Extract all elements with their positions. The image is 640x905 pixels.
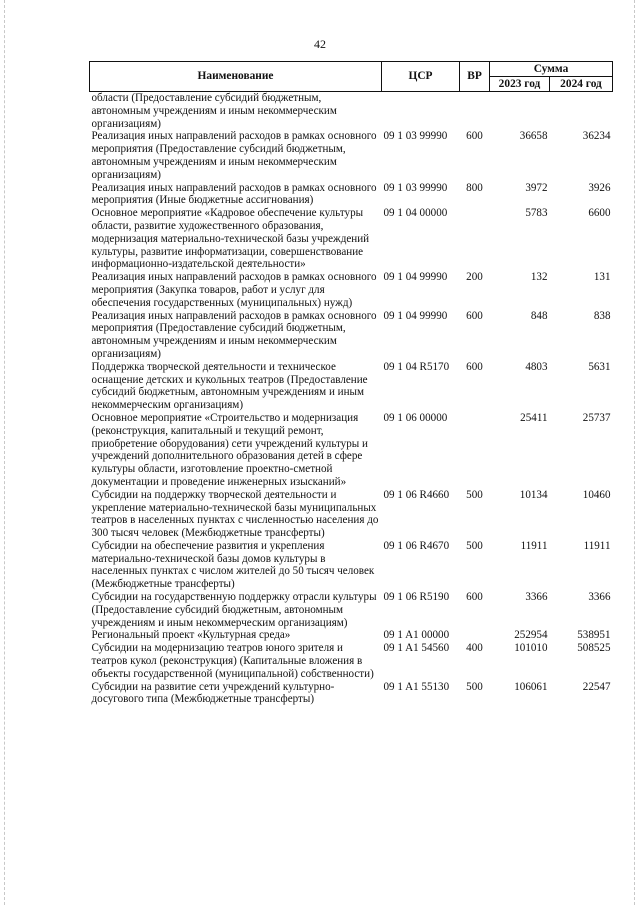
row-sum-2023: 3972 — [525, 181, 548, 194]
row-sum-2023: 5783 — [525, 207, 548, 220]
row-sum-2024: 508525 — [577, 642, 611, 655]
row-name: Субсидии на обеспечение развития и укрепления материально-технической базы домов культуры в населенных пунктах с числом жителей до 50 тысяч человек (Межбюджетные трансферты) — [91, 539, 375, 591]
row-name: Поддержка творческой деятельности и техническое оснащение детских и кукольных театров (Предоставление субсидий бюджетным, автономным учреждениям и иным некоммерческим организациям) — [91, 360, 368, 412]
header-year-2023: 2023 год — [490, 77, 550, 92]
table-row — [90, 540, 613, 591]
row-vr: 500 — [466, 539, 483, 552]
row-csr: 09 1 03 99990 — [383, 181, 448, 194]
row-vr: 600 — [466, 130, 483, 143]
row-name: Субсидии на развитие сети учреждений культурно-досугового типа (Межбюджетные трансферты) — [91, 680, 335, 706]
row-vr — [460, 92, 490, 131]
table-row — [90, 681, 613, 707]
row-sum-2023: 101010 — [514, 642, 548, 655]
row-sum-2024: 131 — [593, 271, 611, 284]
page-number: 42 — [314, 37, 326, 51]
table-row — [90, 207, 613, 271]
table-row — [90, 591, 613, 629]
row-sum-2024 — [550, 92, 613, 131]
row-sum-2024: 25737 — [582, 411, 611, 424]
row-vr: 600 — [466, 591, 483, 604]
row-csr: 09 1 03 99990 — [383, 130, 448, 143]
row-sum-2023 — [490, 92, 550, 131]
table-row — [90, 642, 613, 680]
page-edge-left — [4, 0, 5, 905]
row-csr: 09 1 06 R4670 — [383, 539, 450, 552]
row-csr: 09 1 A1 54560 — [383, 642, 450, 655]
row-sum-2024: 10460 — [582, 488, 611, 501]
row-sum-2024: 838 — [593, 309, 611, 322]
row-csr: 09 1 A1 00000 — [383, 629, 450, 642]
row-sum-2024: 22547 — [582, 680, 611, 693]
row-name: Субсидии на государственную поддержку отрасли культуры (Предоставление субсидий бюджетным, автономным учреждениям и иным некоммерческим организациям) — [91, 591, 377, 629]
row-sum-2024: 11911 — [583, 539, 611, 552]
row-vr: 600 — [466, 360, 483, 373]
row-sum-2023: 36658 — [519, 130, 548, 143]
row-sum-2023: 132 — [530, 271, 548, 284]
page-edge-right — [634, 0, 635, 905]
row-name: Реализация иных направлений расходов в рамках основного мероприятия (Предоставление субсидий бюджетным, автономным учреждениям и иным некоммерческим организациям) — [91, 309, 377, 360]
header-year-2024: 2024 год — [550, 77, 613, 92]
row-vr — [460, 207, 490, 271]
row-csr: 09 1 04 99990 — [383, 309, 448, 322]
table-row — [90, 361, 613, 412]
row-sum-2023: 106061 — [514, 680, 548, 693]
row-sum-2023: 25411 — [520, 411, 548, 424]
row-vr: 500 — [466, 488, 483, 501]
row-sum-2023: 11911 — [520, 539, 548, 552]
row-vr: 500 — [466, 680, 483, 693]
row-csr: 09 1 06 R5190 — [383, 591, 450, 604]
row-name: Реализация иных направлений расходов в рамках основного мероприятия (Закупка товаров, работ и услуг для обеспечения государственных (муниципальных) нужд) — [91, 271, 377, 309]
row-csr: 09 1 04 99990 — [383, 271, 448, 284]
table-row — [90, 130, 613, 181]
row-vr: 600 — [466, 309, 483, 322]
row-vr — [460, 629, 490, 642]
row-sum-2024: 3366 — [588, 591, 611, 604]
table-body — [90, 92, 613, 707]
row-name: области (Предоставление субсидий бюджетным, автономным учреждениям и иным некоммерческим организациям) — [91, 92, 337, 130]
row-sum-2024: 5631 — [588, 360, 611, 373]
row-csr: 09 1 04 00000 — [383, 207, 448, 220]
row-vr — [460, 412, 490, 489]
row-name: Реализация иных направлений расходов в рамках основного мероприятия (Иные бюджетные ассигнования) — [91, 181, 377, 207]
row-csr: 09 1 06 R4660 — [383, 488, 450, 501]
row-sum-2024: 3926 — [588, 181, 611, 194]
row-name: Субсидии на модернизацию театров юного зрителя и театров кукол (реконструкция) (Капитальные вложения в объекты государственной (муниципальной) собственности) — [91, 642, 374, 680]
row-vr: 400 — [466, 642, 483, 655]
row-vr: 800 — [466, 181, 483, 194]
table-row — [90, 629, 613, 642]
table-row — [90, 310, 613, 361]
budget-table — [89, 61, 613, 706]
row-sum-2024: 6600 — [588, 207, 611, 220]
header-sum: Сумма — [490, 62, 613, 77]
table-row — [90, 92, 613, 131]
row-name: Основное мероприятие «Строительство и модернизация (реконструкция, капитальный и текущий ремонт, приобретение оборудования) сети учреждений культуры и учреждений дополнительного образования детей в сфере культуры области, изготовление проектно-сметной документации и проведение инженерных изысканий» — [91, 411, 368, 488]
row-sum-2023: 252954 — [514, 629, 548, 642]
row-sum-2024: 36234 — [582, 130, 611, 143]
table-header — [90, 62, 613, 92]
row-name: Субсидии на поддержку творческой деятельности и укрепление материально-технической базы муниципальных театров в населенных пунктах с численностью населения до 300 тысяч человек (Межбюджетные трансферты) — [91, 488, 379, 540]
row-name: Реализация иных направлений расходов в рамках основного мероприятия (Предоставление субсидий бюджетным, автономным учреждениям и иным некоммерческим организациям) — [91, 130, 377, 181]
row-sum-2023: 848 — [530, 309, 548, 322]
row-csr: 09 1 04 R5170 — [383, 360, 450, 373]
table-row — [90, 489, 613, 540]
header-name: Наименование — [90, 62, 382, 92]
row-sum-2023: 3366 — [525, 591, 548, 604]
table-row — [90, 271, 613, 309]
row-sum-2023: 4803 — [525, 360, 548, 373]
row-sum-2024: 538951 — [577, 629, 611, 642]
row-csr — [382, 92, 460, 131]
row-name: Региональный проект «Культурная среда» — [91, 629, 291, 642]
header-csr: ЦСР — [382, 62, 460, 92]
table-row — [90, 182, 613, 208]
row-vr: 200 — [466, 271, 483, 284]
row-sum-2023: 10134 — [519, 488, 548, 501]
table-row — [90, 412, 613, 489]
row-name: Основное мероприятие «Кадровое обеспечение культуры области, развитие художественного образования, модернизация материально-технической базы учреждений культуры, развитие информатизации, совершенствование информационно-издательской деятельности» — [91, 207, 370, 271]
row-csr: 09 1 06 00000 — [383, 411, 448, 424]
header-vr: ВР — [460, 62, 490, 92]
row-csr: 09 1 A1 55130 — [383, 680, 450, 693]
